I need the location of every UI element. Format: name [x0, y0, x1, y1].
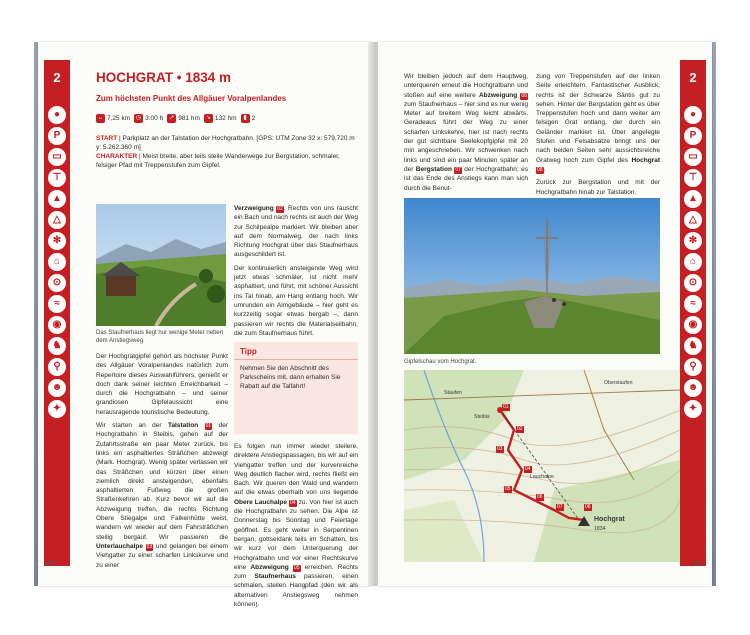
chapter-tab-right: [680, 60, 706, 566]
tip-box: [234, 342, 358, 434]
lake-icon: ≈: [48, 295, 66, 313]
viewpoint-icon: ◉: [48, 316, 66, 334]
hut-icon: ⌂: [684, 253, 702, 271]
bear-icon: ●: [48, 106, 66, 124]
tour-title: HOCHGRAT • 1834 m: [96, 70, 232, 85]
map-waypoint-06: 06: [537, 494, 543, 500]
open-book: [38, 42, 712, 609]
viewpoint-icon: ◉: [684, 316, 702, 334]
staufnerhaus-photo: [96, 204, 226, 326]
map-waypoint-04: 04: [525, 466, 531, 472]
bike-icon: ⊙: [48, 274, 66, 292]
hiking-icon: ✦: [684, 400, 702, 418]
right-page: [378, 42, 712, 586]
dog-icon: ♞: [48, 337, 66, 355]
stat-distance: ↔ 7,25 km: [97, 115, 131, 122]
mountain-icon: ▲: [684, 190, 702, 208]
map-waypoint-08: 08: [585, 504, 591, 510]
bus-icon: ▭: [48, 148, 66, 166]
right-column-1: [404, 72, 528, 193]
right-column-2: [536, 72, 660, 197]
cablecar-icon: ⊤: [684, 169, 702, 187]
route-paragraph-1: Wir starten an der Talstation 01 der Hochgratbahn in Steibis, gehen auf der Zufahrtsstraße ein paar Meter zurück, bis links ein asphaltiertes Sträßchen abzweigt (Mark. Hochgrat). Wenig später verlassen wir das Sträßchen und kürzen über einen ziemlich direkt ansteigenden, ebenfalls asphaltierten Fußweg die großen Straßenkehren ab. Kurz bevor wir auf die Abzweigung treffen, die rechts Richtung Obere Stiegalpe und Falkenhütte weist, wandern wir wieder auf dem Fahrsträßchen steilig bergauf. Wir passieren die Unterlauchalpe 03 und gelangen bei einem Viehgatter zu einer scharfen Linkskurve und zu einer: [96, 422, 228, 569]
intro-paragraph: Der Hochgratgipfel gehört als höchster Punkt des Allgäuer Voralpenlandes natürlich zum Repertoire dieses Auswahlführers, genießt er doch dank seiner leichten Erreichbarkeit – durch die Hochgratbahn – und seiner grandiosen Gipfelaussicht eine herausragende touristische Bedeutung.: [96, 353, 228, 416]
snow-icon: ✻: [48, 232, 66, 250]
map-waypoint-03: 03: [497, 446, 503, 452]
map-label-hochgrat: Hochgrat: [594, 516, 625, 523]
book-edge-right: [712, 42, 716, 586]
left-page: [38, 42, 372, 609]
kids-icon: ☻: [684, 379, 702, 397]
map-label-staufen: Staufen: [444, 390, 462, 396]
kids-icon: ☻: [48, 379, 66, 397]
cablecar-icon: ⊤: [48, 169, 66, 187]
map-label-lauchalpe: Lauchalpe: [530, 474, 554, 480]
stat-difficulty: ▮ 2: [241, 114, 256, 123]
tip-text: Nehmen Sie den Abschnitt des Parkscheins mit, dann erhalten Sie Rabatt auf die Talfahrt!: [240, 365, 341, 391]
ascent-icon: ↗: [169, 115, 175, 121]
summit-icon: △: [684, 211, 702, 229]
body-column-2: [234, 204, 358, 338]
summit-icon: △: [48, 211, 66, 229]
body-column-2b: [234, 442, 358, 609]
waypoint-ref: 01: [205, 423, 212, 430]
page-number-left: 20: [46, 559, 55, 568]
bike-icon: ⊙: [684, 274, 702, 292]
summit-cross-photo: [404, 198, 660, 354]
waypoint-ref: 03: [146, 543, 153, 550]
distance-icon: ↔: [97, 115, 104, 121]
clock-icon: ◷: [136, 115, 142, 121]
tour-subtitle: Zum höchsten Punkt des Allgäuer Voralpenlandes: [96, 94, 287, 103]
parking-icon: P: [48, 127, 66, 145]
map-label-elevation: 1834: [594, 526, 606, 532]
tour-number: 2: [53, 70, 61, 85]
route-paragraph-3: Der kontinuierlich ansteigende Weg wird jetzt etwas schmäler, ist nicht mehr asphaltiert, und führt, mit schöner Aussicht ins Tal hinab, am Hang entlang hoch. Wir umrunden ein Almgebäude – hier geht es kurzzeitig sogar etwas bergab –, dann passieren wir rechts die Materialseilbahn, die zum Staufnerhaus führt.: [234, 264, 358, 337]
bus-icon: ▭: [684, 148, 702, 166]
stat-ascent: ↗ 981 hm: [169, 115, 200, 122]
photo-caption-left: Das Staufnerhaus liegt nur wenige Meter neben dem Anstiegsweg.: [96, 330, 224, 344]
hut-icon: ⌂: [48, 253, 66, 271]
category-icons: [47, 106, 67, 421]
stat-descent: ↘ 132 hm: [205, 115, 237, 122]
chapter-tab-left: [44, 60, 70, 566]
map-waypoint-01: 01: [503, 404, 509, 410]
map-waypoint-02: 02: [517, 426, 523, 432]
difficulty-icon: ▮: [241, 114, 250, 123]
tip-title: Tipp: [234, 342, 358, 360]
body-column-1: [96, 352, 228, 570]
map-waypoint-05: 05: [505, 486, 511, 492]
route-map: [404, 370, 680, 562]
descent-icon: ↘: [205, 115, 211, 121]
route-paragraph-4: Es folgen nun immer wieder steilere, direktere Anstiegspassagen, bis wir auf ein Viehgatter treffen und der kurvenreiche Weg deutlich flacher wird, rechts fließt ein Bach. Wir queren den Wald und wandern auf die etwas oberhalb von uns liegende Obere Lauchalpe 04 zu. Von hier ist auch die Hochgratbahn zu sehen. Die Alpe ist Donnerstag bis Sonntag und Feiertage geöffnet. Es geht weiter in Serpentinen bergan, gottseidank teils im Schatten, bis wir kurz vor dem Unterquerung der Hochgratbahn und vor einer Rechtskurve eine Abzweigung 05 erreichen. Rechts zum Staufnerhaus passieren, einen schmalen, steilen Hangpfad (den wir als alternativen Anstiegsweg nehmen können).: [234, 443, 358, 609]
route-paragraph-6: zung von Treppenstufen auf der linken Seite erleichtern. Fantastischer Ausblick, rechts ist der Schwarze Säntis gut zu sehen. Hinter der Bergstation geht es über Treppenstufen hoch und dann weiter am felsigen Grat entlang, der durch ein Geländer markiert ist. Über angelegte Stufen und Felsabsätze bringt uns der nach beiden Seiten sehr aussichtsreiche Gratweg hoch zum Gipfel des Hochgrat 08.: [536, 73, 660, 173]
snow-icon: ✻: [684, 232, 702, 250]
category-icons: [683, 106, 703, 421]
map-waypoint-07: 07: [557, 504, 563, 510]
page-number-right: 21: [693, 559, 702, 568]
bear-icon: ●: [684, 106, 702, 124]
route-paragraph-5: Wir bleiben jedoch auf dem Hauptweg, unterqueren erneut die Hochgratbahn und stoßen auf eine weitere Abzweigung 06 zum Staufnerhaus – hier sind es nur wenig Meter auf breitem Weg leicht abwärts. Geradeaus führt der Weg zu einer scharfen Linkskehre, hier ist nach rechts der gut sichtbare Seelekopfgipfel mit 20 min angeschrieben. Wir schwenken nach links und sind ein paar Minuten später an der Bergstation 07 der Hochgratbahn; es ist das Ende des Anstiegs kann man sich durch die Benut-: [404, 73, 528, 192]
route-paragraph-2: Verzweigung 02. Rechts von uns rauscht ein Bach und nach rechts ist auch der Weg zur Schilpealpe markiert. Wir bleiben aber auf dem Normalweg, der nach links Richtung Hochgrat über das Staufnerhaus ausgeschildert ist.: [234, 205, 358, 259]
mountain-icon: ▲: [48, 190, 66, 208]
tour-stats: [96, 114, 255, 123]
tour-number: 2: [689, 70, 697, 85]
parking-icon: P: [684, 127, 702, 145]
restaurant-icon: ⚲: [48, 358, 66, 376]
hiking-icon: ✦: [48, 400, 66, 418]
restaurant-icon: ⚲: [684, 358, 702, 376]
lake-icon: ≈: [684, 295, 702, 313]
map-label-oberstaufen: Oberstaufen: [604, 380, 633, 386]
map-label-steibis: Steibis: [474, 414, 490, 420]
tour-info: START | Parkplatz an der Talstation der Hochgratbahn. [GPS: UTM Zone 32 x: 579.720 m y: 5.262.360 m] CHARAKTER | Meist breite, aber teils steile Wanderwege zur Bergstation, schmaler, felsiger Pfad mit Treppenstufen zum Gipfel.: [96, 135, 355, 169]
route-paragraph-7: Zurück zur Bergstation und mit der Hochgratbahn hinab zur Talstation.: [536, 179, 660, 196]
dog-icon: ♞: [684, 337, 702, 355]
photo-caption-right: Gipfelschau vom Hochgrat.: [404, 359, 477, 365]
stat-duration: ◷ 3:00 h: [136, 115, 164, 122]
